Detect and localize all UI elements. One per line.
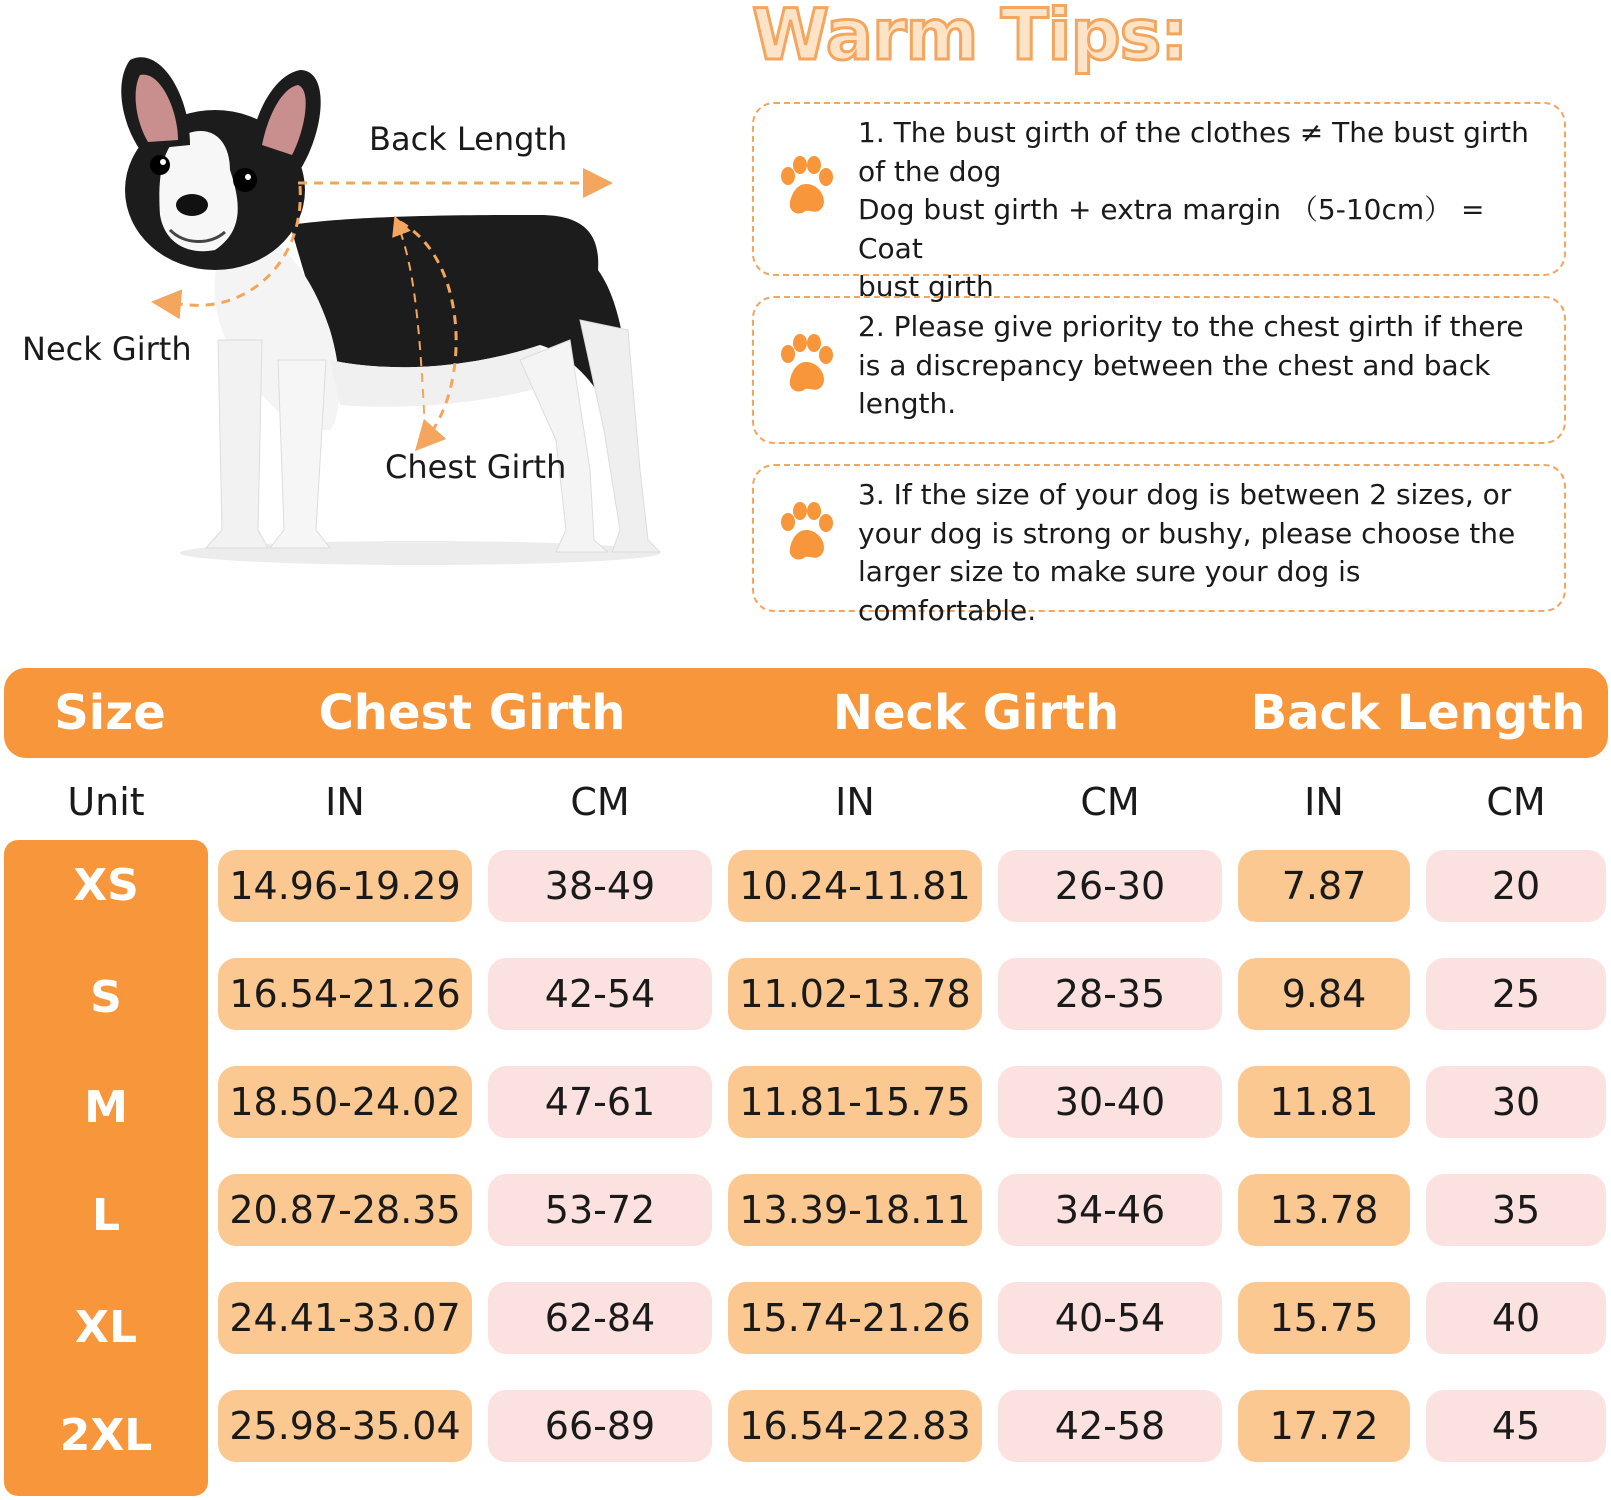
header-chest-girth: Chest Girth (318, 685, 626, 741)
dog-measurement-illustration (0, 0, 720, 600)
size-table-header (4, 668, 1608, 758)
table-cell: 9.84 (1238, 958, 1410, 1030)
table-cell: 16.54-21.26 (218, 958, 472, 1030)
unit-cell: IN (1304, 780, 1344, 824)
table-cell: 14.96-19.29 (218, 850, 472, 922)
table-cell: 45 (1426, 1390, 1606, 1462)
unit-label: Unit (67, 780, 145, 824)
table-cell: 13.39-18.11 (728, 1174, 982, 1246)
table-cell: 11.81-15.75 (728, 1066, 982, 1138)
table-cell: 38-49 (488, 850, 712, 922)
neck-girth-label: Neck Girth (22, 330, 192, 368)
tip-box-3 (752, 464, 1566, 627)
table-cell: 26-30 (998, 850, 1222, 922)
size-column (4, 840, 208, 1496)
warm-tips-title: Warm Tips: (752, 0, 1188, 76)
size-label: L (91, 1190, 121, 1241)
size-label: XS (73, 860, 139, 911)
table-cell: 10.24-11.81 (728, 850, 982, 922)
tip-box-1 (752, 102, 1566, 303)
table-cell: 13.78 (1238, 1174, 1410, 1246)
paw-icon (778, 334, 834, 396)
paw-icon (778, 156, 834, 218)
chest-girth-label: Chest Girth (385, 448, 567, 486)
table-cell: 30 (1426, 1066, 1606, 1138)
paw-icon (778, 502, 834, 564)
tip-box-2 (752, 296, 1566, 444)
table-cell: 40-54 (998, 1282, 1222, 1354)
table-cell: 62-84 (488, 1282, 712, 1354)
tip-2-text: 2. Please give priority to the chest girth if there is a discrepancy between the chest and back length. (858, 310, 1524, 420)
size-label: XL (75, 1302, 137, 1353)
table-cell: 15.75 (1238, 1282, 1410, 1354)
header-neck-girth: Neck Girth (832, 685, 1120, 741)
table-cell: 18.50-24.02 (218, 1066, 472, 1138)
table-cell: 24.41-33.07 (218, 1282, 472, 1354)
table-cell: 25.98-35.04 (218, 1390, 472, 1462)
table-cell: 30-40 (998, 1066, 1222, 1138)
table-cell: 66-89 (488, 1390, 712, 1462)
table-cell: 16.54-22.83 (728, 1390, 982, 1462)
unit-cell: IN (835, 780, 875, 824)
table-cell: 34-46 (998, 1174, 1222, 1246)
table-cell: 28-35 (998, 958, 1222, 1030)
back-length-label: Back Length (369, 120, 568, 158)
unit-cell: CM (570, 780, 630, 824)
table-cell: 11.81 (1238, 1066, 1410, 1138)
table-cell: 42-58 (998, 1390, 1222, 1462)
unit-cell: CM (1080, 780, 1140, 824)
unit-cell: IN (325, 780, 365, 824)
table-cell: 47-61 (488, 1066, 712, 1138)
size-label: M (84, 1082, 128, 1133)
unit-cell: CM (1486, 780, 1546, 824)
header-size: Size (54, 685, 166, 741)
table-cell: 11.02-13.78 (728, 958, 982, 1030)
tip-1-text: 1. The bust girth of the clothes ≠ The bust girth of the dog Dog bust girth + extra margin （5-10cm） = Coat bust girth (858, 116, 1529, 303)
table-cell: 17.72 (1238, 1390, 1410, 1462)
size-label: S (90, 972, 122, 1023)
table-cell: 15.74-21.26 (728, 1282, 982, 1354)
table-cell: 53-72 (488, 1174, 712, 1246)
table-cell: 25 (1426, 958, 1606, 1030)
table-cell: 35 (1426, 1174, 1606, 1246)
header-back-length: Back Length (1250, 685, 1586, 741)
tip-3-text: 3. If the size of your dog is between 2 sizes, or your dog is strong or bushy, please choose the larger size to make sure your dog is comfortable. (858, 478, 1516, 627)
table-cell: 40 (1426, 1282, 1606, 1354)
table-cell: 42-54 (488, 958, 712, 1030)
table-cell: 20.87-28.35 (218, 1174, 472, 1246)
table-cell: 20 (1426, 850, 1606, 922)
french-bulldog-image (0, 0, 720, 600)
size-label: 2XL (59, 1410, 153, 1461)
table-cell: 7.87 (1238, 850, 1410, 922)
